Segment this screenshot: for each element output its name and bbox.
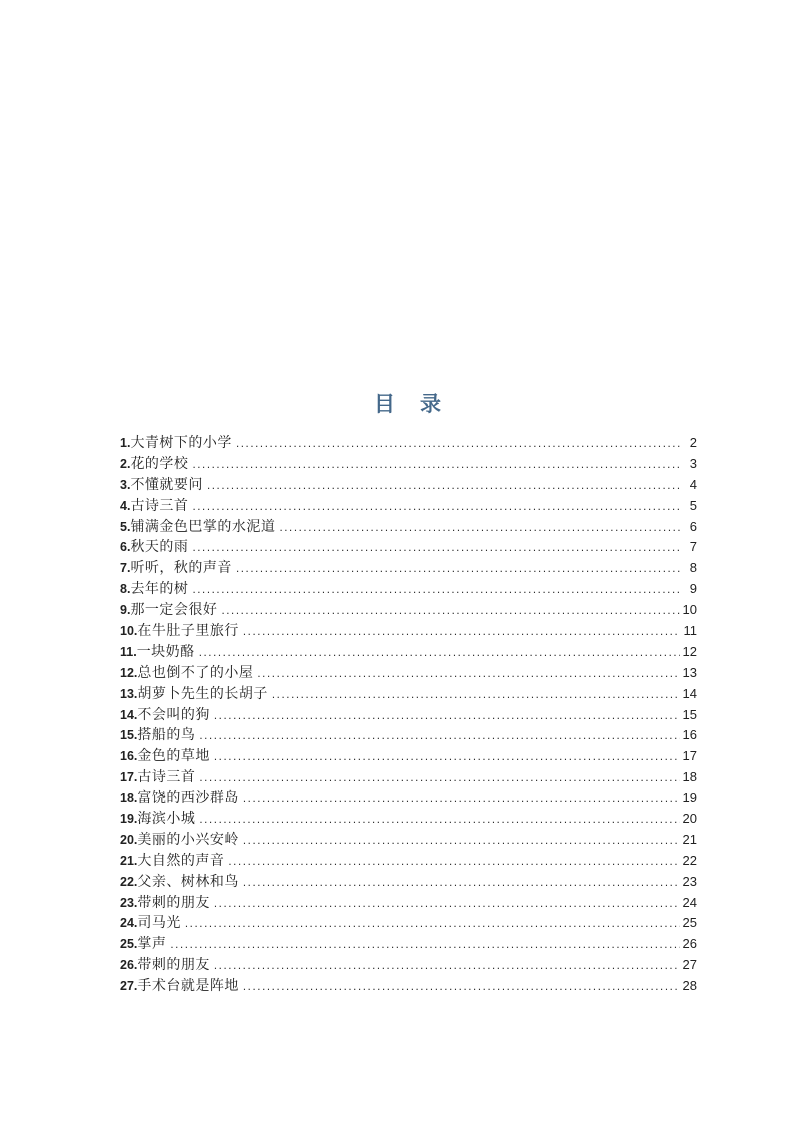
- toc-entry[interactable]: [120, 599, 697, 620]
- entry-title: 古诗三首: [130, 498, 189, 514]
- entry-number: 11.: [120, 644, 137, 659]
- entry-number: 7.: [120, 561, 131, 576]
- entry-title: 总也倒不了的小屋: [137, 665, 254, 681]
- entry-page: 12: [682, 643, 697, 659]
- entry-title: 胡萝卜先生的长胡子: [137, 686, 268, 702]
- entry-number: 8.: [120, 582, 131, 597]
- toc-entry[interactable]: [120, 495, 697, 516]
- toc-entry[interactable]: [120, 516, 697, 537]
- entry-page: 16: [682, 727, 697, 743]
- dot-leader: [199, 810, 679, 828]
- toc-entry[interactable]: [120, 912, 697, 933]
- entry-page: 14: [682, 685, 697, 701]
- entry-number: 17.: [120, 770, 138, 785]
- dot-leader: [207, 476, 680, 494]
- entry-title: 大青树下的小学: [130, 436, 232, 451]
- entry-number: 21.: [120, 853, 138, 868]
- entry-number: 15.: [120, 728, 138, 743]
- dot-leader: [192, 538, 680, 556]
- entry-page: 2: [689, 435, 697, 450]
- entry-number: 24.: [120, 916, 138, 931]
- entry-number: 26.: [120, 958, 138, 973]
- entry-title: 古诗三首: [137, 770, 196, 786]
- dot-leader: [185, 914, 680, 932]
- toc-entry[interactable]: [120, 871, 697, 892]
- entry-number: 9.: [120, 603, 131, 618]
- dot-leader: [199, 768, 679, 786]
- entry-title: 手术台就是阵地: [137, 979, 239, 995]
- entry-title: 听听，秋的声音: [130, 561, 232, 577]
- entry-page: 10: [682, 602, 697, 618]
- entry-number: 6.: [120, 540, 131, 555]
- toc-entry[interactable]: [120, 724, 697, 745]
- entry-page: 28: [682, 978, 697, 994]
- entry-title: 不会叫的狗: [137, 707, 210, 723]
- entry-title: 带刺的朋友: [137, 895, 210, 911]
- dot-leader: [279, 518, 680, 536]
- dot-leader: [199, 643, 680, 661]
- toc-entry[interactable]: [120, 704, 697, 725]
- entry-title: 父亲、树林和鸟: [137, 874, 239, 890]
- entry-title: 海滨小城: [137, 812, 196, 828]
- entry-number: 20.: [120, 832, 138, 847]
- entry-page: 25: [682, 915, 697, 931]
- entry-title: 铺满金色巴掌的水泥道: [130, 519, 276, 535]
- entry-page: 22: [682, 852, 697, 868]
- entry-title: 金色的草地: [137, 749, 210, 765]
- toc-entry[interactable]: [120, 578, 697, 599]
- entry-page: 17: [682, 748, 697, 764]
- entry-title: 掌声: [137, 937, 167, 953]
- entry-title: 一块奶酪: [136, 644, 195, 660]
- toc-entry[interactable]: [120, 954, 697, 975]
- dot-leader: [257, 664, 679, 682]
- entry-page: 24: [682, 894, 697, 910]
- toc-entry[interactable]: [120, 536, 697, 557]
- toc-entry[interactable]: [120, 432, 697, 453]
- toc-entry[interactable]: [120, 662, 697, 683]
- dot-leader: [243, 831, 680, 849]
- dot-leader: [243, 873, 680, 891]
- entry-title: 带刺的朋友: [137, 958, 210, 974]
- entry-number: 22.: [120, 874, 138, 889]
- toc-entry[interactable]: [120, 933, 697, 954]
- toc-entry[interactable]: [120, 766, 697, 787]
- dot-leader: [228, 852, 679, 870]
- entry-title: 搭船的鸟: [137, 728, 196, 744]
- dot-leader: [192, 497, 680, 515]
- entry-page: 8: [689, 560, 697, 576]
- dot-leader: [236, 434, 680, 452]
- dot-leader: [199, 726, 679, 744]
- entry-number: 23.: [120, 895, 138, 910]
- toc-section: [120, 391, 697, 996]
- dot-leader: [214, 956, 680, 974]
- entry-title: 花的学校: [130, 456, 189, 472]
- toc-title: 目 录: [374, 392, 443, 416]
- toc-entry[interactable]: [120, 975, 697, 996]
- entry-page: 4: [689, 476, 697, 492]
- entry-number: 3.: [120, 477, 131, 492]
- entry-page: 26: [682, 936, 697, 952]
- entry-number: 14.: [120, 707, 138, 722]
- dot-leader: [192, 455, 680, 473]
- entry-number: 16.: [120, 749, 138, 764]
- toc-entry[interactable]: [120, 641, 697, 662]
- dot-leader: [272, 685, 680, 703]
- entry-page: 23: [682, 873, 697, 889]
- entry-title: 不懂就要问: [130, 477, 203, 493]
- entry-title: 富饶的西沙群岛: [137, 791, 239, 807]
- dot-leader: [170, 935, 679, 953]
- dot-leader: [214, 747, 680, 765]
- toc-list: [120, 432, 697, 996]
- toc-entry[interactable]: [120, 829, 697, 850]
- dot-leader: [243, 789, 680, 807]
- entry-page: 15: [682, 706, 697, 722]
- toc-entry[interactable]: [120, 892, 697, 913]
- entry-page: 3: [689, 455, 697, 471]
- entry-page: 9: [689, 581, 697, 597]
- entry-number: 10.: [120, 624, 138, 639]
- entry-page: 11: [683, 623, 697, 639]
- entry-page: 21: [682, 831, 697, 847]
- entry-title: 那一定会很好: [130, 603, 218, 619]
- entry-number: 25.: [120, 937, 138, 952]
- dot-leader: [243, 977, 680, 995]
- entry-page: 18: [682, 769, 697, 785]
- entry-title: 去年的树: [130, 582, 189, 598]
- entry-page: 7: [689, 539, 697, 555]
- entry-page: 5: [689, 497, 697, 513]
- dot-leader: [221, 601, 679, 619]
- entry-title: 在牛肚子里旅行: [137, 624, 239, 640]
- entry-title: 司马光: [137, 916, 181, 932]
- dot-leader: [243, 622, 680, 640]
- entry-number: 1.: [120, 436, 131, 450]
- entry-page: 20: [682, 811, 697, 827]
- toc-entry[interactable]: [120, 620, 697, 641]
- toc-entry[interactable]: [120, 808, 697, 829]
- entry-number: 27.: [120, 979, 138, 994]
- entry-number: 5.: [120, 519, 131, 534]
- entry-title: 秋天的雨: [130, 540, 189, 556]
- toc-entry[interactable]: [120, 557, 697, 578]
- dot-leader: [214, 894, 680, 912]
- entry-number: 13.: [120, 686, 138, 701]
- toc-entry[interactable]: [120, 850, 697, 871]
- entry-page: 19: [682, 790, 697, 806]
- toc-entry[interactable]: [120, 787, 697, 808]
- entry-title: 美丽的小兴安岭: [137, 832, 239, 848]
- entry-page: 27: [682, 957, 697, 973]
- dot-leader: [214, 706, 680, 724]
- toc-entry[interactable]: [120, 745, 697, 766]
- entry-number: 2.: [120, 456, 131, 471]
- dot-leader: [192, 580, 680, 598]
- entry-number: 19.: [120, 812, 138, 827]
- entry-number: 12.: [120, 665, 138, 680]
- entry-title: 大自然的声音: [137, 853, 225, 869]
- toc-entry[interactable]: [120, 453, 697, 474]
- toc-entry[interactable]: [120, 683, 697, 704]
- entry-page: 6: [689, 518, 697, 534]
- entry-number: 4.: [120, 498, 131, 513]
- entry-page: 13: [682, 664, 697, 680]
- toc-entry[interactable]: [120, 474, 697, 495]
- entry-number: 18.: [120, 791, 138, 806]
- dot-leader: [236, 559, 680, 577]
